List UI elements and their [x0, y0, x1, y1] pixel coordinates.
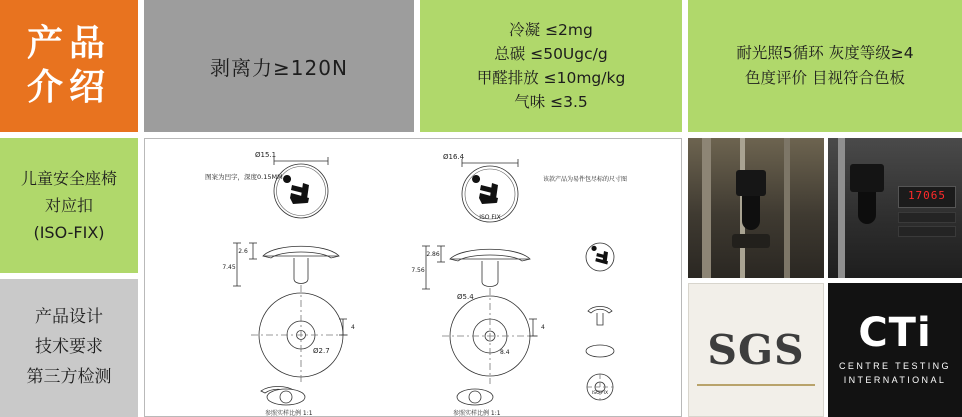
emission-spec-line-4: 气味 ≤3.5	[514, 93, 588, 112]
label-isofix-line-2: 对应扣	[44, 195, 93, 215]
top-spec-row	[0, 0, 962, 132]
dim-left-top: Ø15.1	[255, 151, 277, 159]
peel-strength-spec	[144, 0, 414, 132]
dim-left-h2: 7.45	[222, 264, 236, 271]
dim-right-h2: 7.56	[411, 267, 425, 274]
light-fastness-spec	[688, 0, 962, 132]
page-title-line1: 产品	[26, 23, 111, 65]
test-equipment-photo-2	[828, 138, 962, 278]
page-title	[0, 0, 138, 132]
emission-spec-line-3: 甲醛排放 ≤10mg/kg	[476, 69, 626, 87]
dim-right-h4: 4	[541, 324, 545, 331]
cti-sub-line-2: INTERNATIONAL	[843, 374, 947, 385]
label-design-line-1: 产品设计	[35, 307, 103, 328]
light-spec-line-2: 色度评价 目视符合色板	[745, 69, 905, 87]
scale-left: 参照实样比例 1:1	[265, 410, 313, 416]
dim-right-top: Ø16.4	[443, 153, 465, 161]
small-seat-icons	[591, 246, 608, 265]
cti-logo-subtitle	[839, 360, 951, 387]
emission-spec	[420, 0, 682, 132]
label-design-requirements	[0, 279, 138, 417]
iso-fix-text: ISO FIX	[479, 214, 501, 221]
label-design-line-2: 技术要求	[35, 337, 103, 358]
emission-spec-line-1: 冷凝 ≤2mg	[509, 20, 593, 39]
isofix-icon	[472, 175, 498, 204]
dim-left-h1: 2.6	[238, 248, 248, 255]
peel-strength-text: 剥离力≥120N	[210, 55, 348, 80]
page-title-line2: 介绍	[26, 67, 111, 108]
label-design-line-3: 第三方检测	[26, 366, 112, 387]
note-left: 图案为凹字，深度0.15MM	[205, 173, 283, 181]
label-isofix-line-1: 儿童安全座椅	[20, 168, 117, 188]
cti-certificate-logo	[828, 283, 962, 417]
technical-drawing-panel	[144, 138, 682, 417]
sgs-logo-text: SGS	[707, 326, 805, 374]
dim-left-h3: 4	[351, 324, 355, 331]
scale-right: 参照实样比例 1:1	[453, 410, 501, 416]
dim-right-h1: 2.86	[426, 251, 440, 258]
child-seat-icon	[283, 175, 309, 204]
label-isofix	[0, 138, 138, 273]
cti-sub-line-1: CENTRE TESTING	[839, 361, 951, 371]
light-spec-line-1: 耐光照5循环 灰度等级≥4	[736, 44, 914, 63]
cti-logo-text: CTi	[858, 310, 932, 356]
label-isofix-line-3: (ISO-FIX)	[33, 223, 105, 243]
sgs-underline	[697, 384, 815, 386]
dim-right-h3: 8.4	[500, 349, 510, 356]
equipment-display-value: 17065	[907, 189, 947, 202]
note-right: 该款产品为易件包尽标的尺寸图	[543, 176, 628, 183]
test-equipment-photo-1	[688, 138, 824, 278]
iso-fix-text-small: ISO FIX	[591, 391, 609, 396]
sgs-certificate-logo	[688, 283, 824, 417]
dim-left-small: Ø2.7	[313, 347, 330, 355]
dim-right-small: Ø5.4	[457, 293, 474, 301]
emission-spec-line-2: 总碳 ≤50Ugc/g	[494, 44, 608, 63]
